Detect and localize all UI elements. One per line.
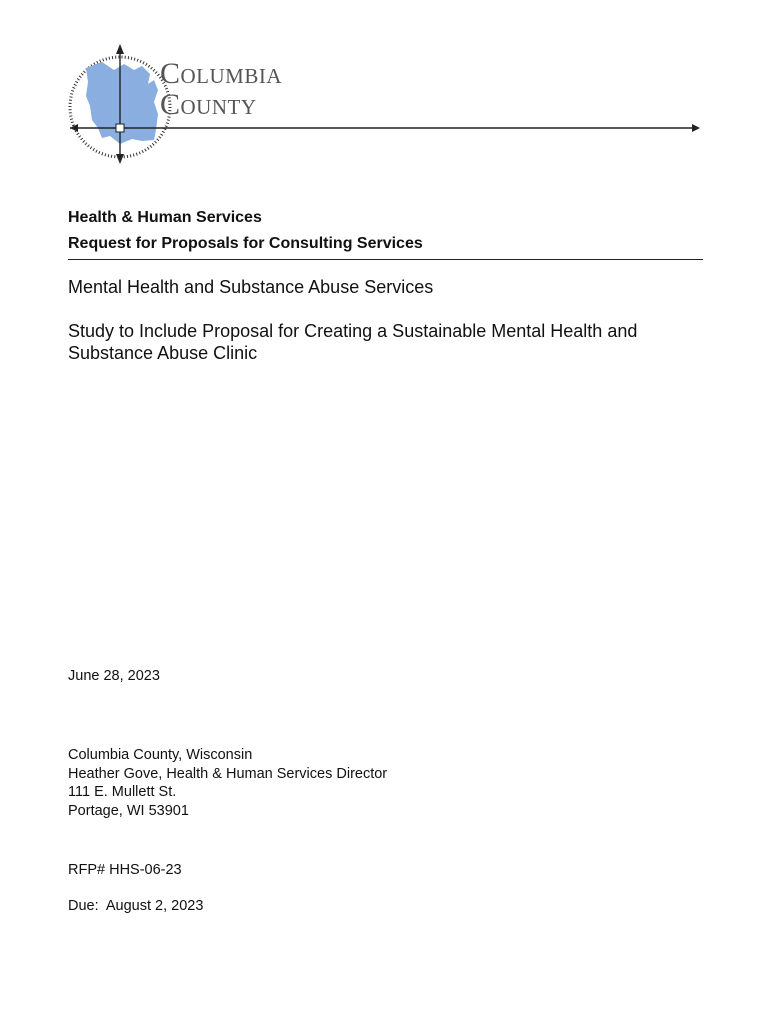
address-line-city: Portage, WI 53901 bbox=[68, 802, 189, 819]
logo-line-county: County bbox=[160, 88, 257, 121]
address-line-contact: Heather Gove, Health & Human Services Director bbox=[68, 765, 388, 782]
columbia-county-logo bbox=[62, 40, 712, 170]
document-heading bbox=[68, 205, 703, 260]
address-line-county: Columbia County, Wisconsin bbox=[68, 747, 253, 763]
document-date: June 28, 2023 bbox=[68, 668, 160, 684]
department-title: Health & Human Services bbox=[68, 209, 262, 226]
rfp-title: Request for Proposals for Consulting Services bbox=[68, 235, 423, 252]
rfp-number: RFP# HHS-06-23 bbox=[68, 862, 182, 878]
address-line-street: 111 E. Mullett St. bbox=[68, 784, 177, 800]
logo-line-columbia: Columbia bbox=[160, 57, 283, 90]
logo-text bbox=[160, 58, 282, 120]
due-date: Due: August 2, 2023 bbox=[68, 898, 204, 914]
address-block bbox=[68, 746, 387, 820]
study-description: Study to Include Proposal for Creating a Sustainable Mental Health and Substance Abuse Clinic bbox=[68, 321, 638, 363]
subject-line: Mental Health and Substance Abuse Services bbox=[68, 277, 434, 297]
